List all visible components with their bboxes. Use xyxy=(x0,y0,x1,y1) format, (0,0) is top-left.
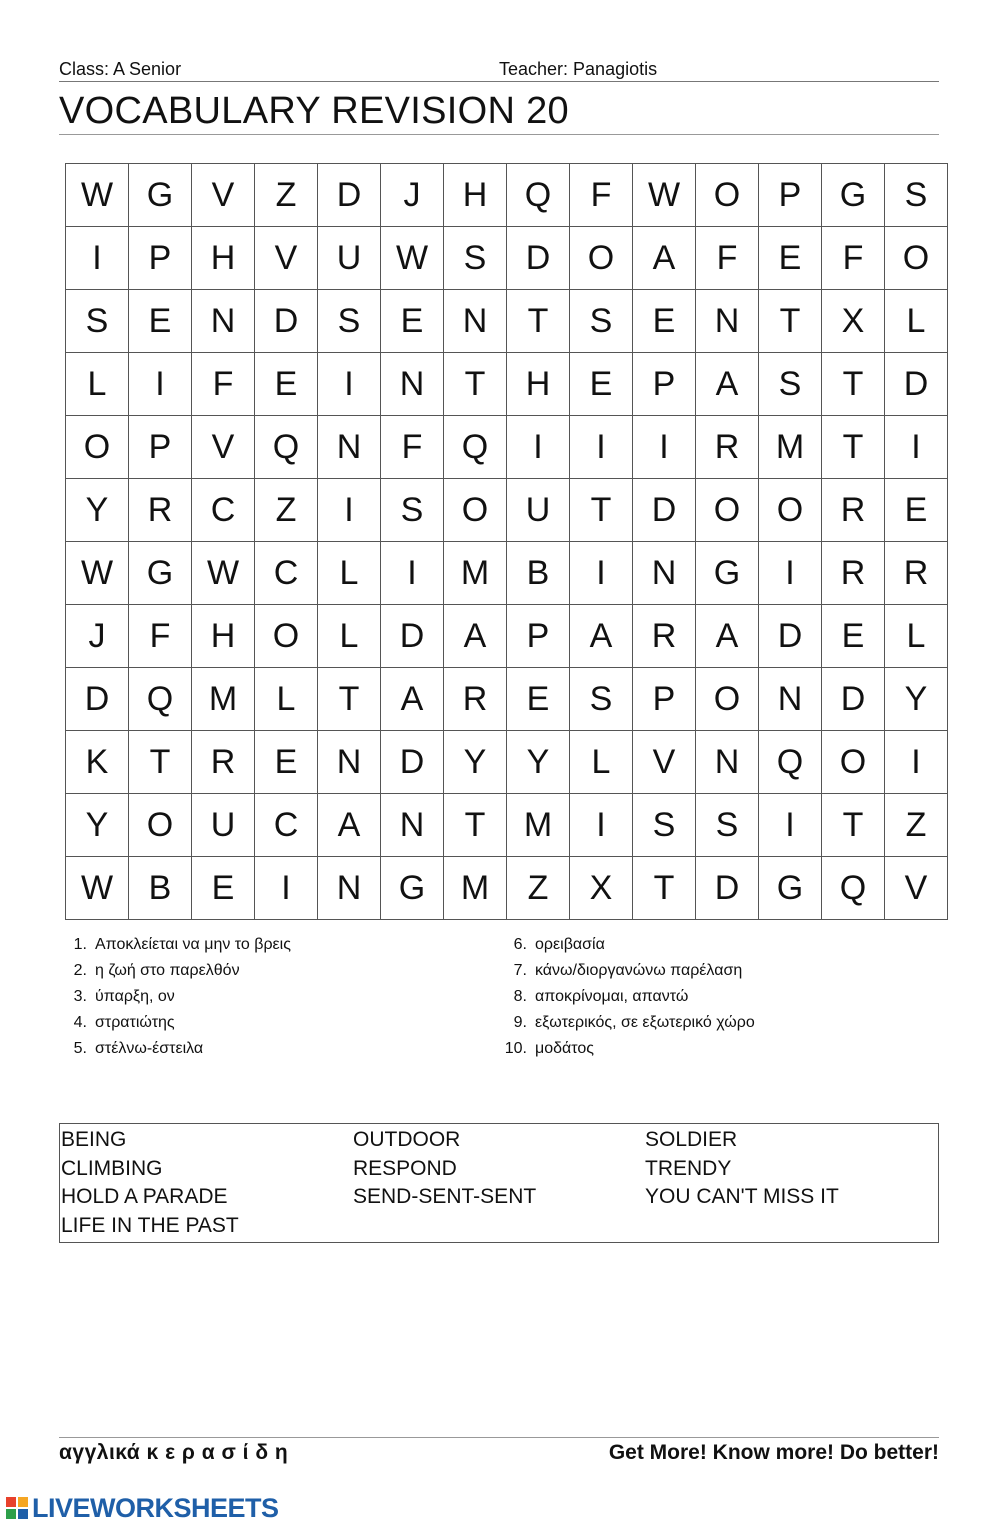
grid-cell[interactable]: F xyxy=(129,605,192,668)
grid-cell[interactable]: I xyxy=(885,731,948,794)
grid-row xyxy=(66,857,948,920)
clue-number: 8. xyxy=(513,988,527,1005)
clue-text: ορειβασία xyxy=(535,936,605,953)
grid-cell[interactable]: E xyxy=(885,479,948,542)
grid-cell[interactable]: Q xyxy=(759,731,822,794)
class-label: Class: A Senior xyxy=(59,59,182,79)
grid-cell[interactable]: I xyxy=(633,416,696,479)
grid-cell[interactable]: N xyxy=(192,290,255,353)
word-bank xyxy=(59,1123,939,1243)
grid-cell[interactable]: L xyxy=(318,542,381,605)
grid-cell[interactable]: O xyxy=(570,227,633,290)
clue-number: 10. xyxy=(504,1040,527,1057)
grid-cell[interactable]: L xyxy=(885,605,948,668)
grid-cell[interactable]: G xyxy=(822,164,885,227)
grid-cell[interactable]: R xyxy=(696,416,759,479)
grid-cell[interactable]: N xyxy=(696,731,759,794)
grid-cell[interactable]: L xyxy=(318,605,381,668)
clue-item xyxy=(499,1010,755,1036)
grid-cell[interactable]: N xyxy=(318,731,381,794)
grid-cell[interactable]: G xyxy=(129,164,192,227)
grid-cell[interactable]: T xyxy=(633,857,696,920)
clue-list-right xyxy=(499,932,755,1062)
clue-text: στέλνω-έστειλα xyxy=(95,1040,204,1057)
grid-cell[interactable]: P xyxy=(129,416,192,479)
grid-cell[interactable]: A xyxy=(318,794,381,857)
footer-slogan: Get More! Know more! Do better! xyxy=(608,1441,939,1464)
grid-cell[interactable]: R xyxy=(885,542,948,605)
grid-cell[interactable]: R xyxy=(192,731,255,794)
grid-cell[interactable]: W xyxy=(66,857,129,920)
grid-cell[interactable]: S xyxy=(570,290,633,353)
grid-cell[interactable]: F xyxy=(822,227,885,290)
grid-cell[interactable]: I xyxy=(570,542,633,605)
word-bank-item: CLIMBING xyxy=(61,1156,163,1180)
grid-cell[interactable]: T xyxy=(129,731,192,794)
grid-cell[interactable]: Y xyxy=(885,668,948,731)
grid-cell[interactable]: S xyxy=(759,353,822,416)
clue-number: 9. xyxy=(513,1014,527,1031)
grid-cell[interactable]: A xyxy=(633,227,696,290)
grid-cell[interactable]: M xyxy=(444,542,507,605)
grid-cell[interactable]: A xyxy=(381,668,444,731)
grid-cell[interactable]: N xyxy=(444,290,507,353)
grid-cell[interactable]: Q xyxy=(507,164,570,227)
grid-cell[interactable]: Y xyxy=(507,731,570,794)
grid-cell[interactable]: L xyxy=(570,731,633,794)
clue-text: μοδάτος xyxy=(535,1040,594,1057)
grid-cell[interactable]: I xyxy=(66,227,129,290)
grid-cell[interactable]: I xyxy=(570,794,633,857)
clue-text: στρατιώτης xyxy=(95,1014,175,1031)
grid-cell[interactable]: O xyxy=(759,479,822,542)
grid-row xyxy=(66,731,948,794)
grid-cell[interactable]: M xyxy=(507,794,570,857)
clue-number: 7. xyxy=(513,962,527,979)
grid-cell[interactable]: G xyxy=(696,542,759,605)
grid-cell[interactable]: S xyxy=(696,794,759,857)
grid-cell[interactable]: V xyxy=(885,857,948,920)
grid-cell[interactable]: O xyxy=(696,164,759,227)
grid-cell[interactable]: M xyxy=(759,416,822,479)
grid-cell[interactable]: F xyxy=(696,227,759,290)
grid-cell[interactable]: Z xyxy=(885,794,948,857)
grid-cell[interactable]: N xyxy=(696,290,759,353)
grid-cell[interactable]: W xyxy=(192,542,255,605)
grid-cell[interactable]: V xyxy=(192,416,255,479)
grid-cell[interactable]: E xyxy=(192,857,255,920)
word-bank-item: RESPOND xyxy=(353,1156,457,1180)
clue-item xyxy=(499,932,755,958)
grid-cell[interactable]: I xyxy=(759,542,822,605)
grid-cell[interactable]: R xyxy=(633,605,696,668)
grid-cell[interactable]: N xyxy=(759,668,822,731)
grid-cell[interactable]: T xyxy=(759,290,822,353)
clue-item xyxy=(59,1036,291,1062)
grid-cell[interactable]: S xyxy=(570,668,633,731)
grid-cell[interactable]: E xyxy=(822,605,885,668)
grid-cell[interactable]: Y xyxy=(66,479,129,542)
word-bank-item: OUTDOOR xyxy=(353,1128,461,1151)
grid-cell[interactable]: W xyxy=(381,227,444,290)
grid-cell[interactable]: K xyxy=(66,731,129,794)
clue-number: 3. xyxy=(73,988,87,1005)
word-bank-item: SEND-SENT-SENT xyxy=(353,1185,537,1208)
grid-cell[interactable]: T xyxy=(570,479,633,542)
grid-cell[interactable]: P xyxy=(129,227,192,290)
grid-row xyxy=(66,290,948,353)
grid-cell[interactable]: C xyxy=(255,542,318,605)
grid-cell[interactable]: D xyxy=(822,668,885,731)
grid-cell[interactable]: C xyxy=(255,794,318,857)
clue-text: Αποκλείεται να μην το βρεις xyxy=(95,936,291,953)
grid-cell[interactable]: A xyxy=(570,605,633,668)
grid-cell[interactable]: W xyxy=(66,164,129,227)
grid-cell[interactable]: N xyxy=(381,794,444,857)
clue-number: 1. xyxy=(73,936,87,953)
grid-cell[interactable]: Z xyxy=(507,857,570,920)
word-bank-item: LIFE IN THE PAST xyxy=(61,1213,239,1237)
word-bank-column-3 xyxy=(645,1126,839,1212)
grid-cell[interactable]: V xyxy=(255,227,318,290)
grid-cell[interactable]: P xyxy=(507,605,570,668)
grid-cell[interactable]: R xyxy=(822,479,885,542)
grid-cell[interactable]: O xyxy=(255,605,318,668)
grid-cell[interactable]: F xyxy=(570,164,633,227)
grid-cell[interactable]: A xyxy=(444,605,507,668)
grid-cell[interactable]: I xyxy=(318,353,381,416)
grid-cell[interactable]: M xyxy=(192,668,255,731)
clue-item xyxy=(499,958,755,984)
teacher-label: Teacher: Panagiotis xyxy=(499,59,658,79)
grid-cell[interactable]: R xyxy=(822,542,885,605)
grid-cell[interactable]: Q xyxy=(255,416,318,479)
grid-cell[interactable]: O xyxy=(822,731,885,794)
grid-cell[interactable]: S xyxy=(444,227,507,290)
grid-cell[interactable]: L xyxy=(255,668,318,731)
clue-text: ύπαρξη, ον xyxy=(95,988,175,1005)
grid-cell[interactable]: D xyxy=(66,668,129,731)
grid-cell[interactable]: X xyxy=(570,857,633,920)
grid-cell[interactable]: O xyxy=(885,227,948,290)
word-bank-item: BEING xyxy=(61,1128,127,1151)
grid-cell[interactable]: E xyxy=(507,668,570,731)
grid-row xyxy=(66,164,948,227)
grid-cell[interactable]: B xyxy=(507,542,570,605)
grid-cell[interactable]: I xyxy=(885,416,948,479)
grid-cell[interactable]: M xyxy=(444,857,507,920)
grid-cell[interactable]: L xyxy=(66,353,129,416)
grid-cell[interactable]: N xyxy=(318,416,381,479)
clue-item xyxy=(59,1010,291,1036)
grid-cell[interactable]: S xyxy=(885,164,948,227)
liveworksheets-logo-text: LIVEWORKSHEETS xyxy=(32,1492,279,1523)
grid-cell[interactable]: E xyxy=(255,731,318,794)
word-bank-item: HOLD A PARADE xyxy=(61,1185,228,1208)
grid-row xyxy=(66,227,948,290)
grid-cell[interactable]: D xyxy=(633,479,696,542)
grid-row xyxy=(66,416,948,479)
grid-cell[interactable]: A xyxy=(696,605,759,668)
grid-cell[interactable]: I xyxy=(381,542,444,605)
grid-cell[interactable]: P xyxy=(633,668,696,731)
grid-cell[interactable]: D xyxy=(381,731,444,794)
grid-cell[interactable]: T xyxy=(318,668,381,731)
grid-cell[interactable]: E xyxy=(759,227,822,290)
grid-row xyxy=(66,353,948,416)
grid-cell[interactable]: Q xyxy=(444,416,507,479)
grid-cell[interactable]: I xyxy=(318,479,381,542)
grid-cell[interactable]: G xyxy=(759,857,822,920)
grid-cell[interactable]: H xyxy=(507,353,570,416)
grid-cell[interactable]: H xyxy=(192,605,255,668)
grid-cell[interactable]: E xyxy=(129,290,192,353)
grid-cell[interactable]: S xyxy=(381,479,444,542)
grid-cell[interactable]: T xyxy=(822,794,885,857)
grid-cell[interactable]: F xyxy=(192,353,255,416)
grid-cell[interactable]: D xyxy=(759,605,822,668)
grid-cell[interactable]: Q xyxy=(822,857,885,920)
grid-row xyxy=(66,668,948,731)
grid-cell[interactable]: Z xyxy=(255,164,318,227)
grid-cell[interactable]: R xyxy=(444,668,507,731)
grid-cell[interactable]: Y xyxy=(444,731,507,794)
word-search-grid xyxy=(65,163,948,920)
grid-cell[interactable]: J xyxy=(66,605,129,668)
word-bank-column-1 xyxy=(61,1126,239,1240)
grid-cell[interactable]: D xyxy=(696,857,759,920)
grid-cell[interactable]: O xyxy=(66,416,129,479)
clue-list-left xyxy=(59,932,291,1062)
grid-cell[interactable]: H xyxy=(444,164,507,227)
grid-cell[interactable]: N xyxy=(318,857,381,920)
grid-cell[interactable]: D xyxy=(255,290,318,353)
grid-cell[interactable]: V xyxy=(633,731,696,794)
grid-cell[interactable]: S xyxy=(318,290,381,353)
grid-cell[interactable]: D xyxy=(381,605,444,668)
clue-number: 4. xyxy=(73,1014,87,1031)
clue-number: 2. xyxy=(73,962,87,979)
grid-cell[interactable]: U xyxy=(318,227,381,290)
grid-row xyxy=(66,479,948,542)
clue-item xyxy=(59,984,291,1010)
grid-cell[interactable]: V xyxy=(192,164,255,227)
grid-cell[interactable]: Z xyxy=(255,479,318,542)
grid-cell[interactable]: D xyxy=(885,353,948,416)
grid-cell[interactable]: P xyxy=(759,164,822,227)
grid-cell[interactable]: N xyxy=(381,353,444,416)
grid-row xyxy=(66,794,948,857)
clue-item xyxy=(59,958,291,984)
word-bank-item: YOU CAN'T MISS IT xyxy=(645,1185,839,1208)
word-bank-item: TRENDY xyxy=(645,1156,732,1180)
grid-cell[interactable]: S xyxy=(66,290,129,353)
liveworksheets-logo-icon xyxy=(6,1497,28,1519)
grid-cell[interactable]: O xyxy=(696,479,759,542)
grid-cell[interactable]: S xyxy=(633,794,696,857)
grid-cell[interactable]: P xyxy=(633,353,696,416)
grid-cell[interactable]: D xyxy=(318,164,381,227)
clue-item xyxy=(59,932,291,958)
grid-cell[interactable]: T xyxy=(822,416,885,479)
grid-row xyxy=(66,605,948,668)
grid-cell[interactable]: C xyxy=(192,479,255,542)
grid-cell[interactable]: N xyxy=(633,542,696,605)
grid-cell[interactable]: U xyxy=(507,479,570,542)
grid-cell[interactable]: T xyxy=(444,794,507,857)
grid-cell[interactable]: Y xyxy=(66,794,129,857)
clue-item xyxy=(499,984,755,1010)
grid-cell[interactable]: R xyxy=(129,479,192,542)
page-title: VOCABULARY REVISION 20 xyxy=(59,88,939,135)
grid-cell[interactable]: T xyxy=(822,353,885,416)
grid-cell[interactable]: I xyxy=(570,416,633,479)
grid-cell[interactable]: D xyxy=(507,227,570,290)
grid-cell[interactable]: E xyxy=(633,290,696,353)
grid-cell[interactable]: A xyxy=(696,353,759,416)
grid-row xyxy=(66,542,948,605)
footer-divider xyxy=(59,1437,939,1438)
header-row xyxy=(59,59,939,82)
footer-author: αγγλικά κ ε ρ α σ ί δ η xyxy=(59,1441,289,1464)
grid-cell[interactable]: I xyxy=(759,794,822,857)
grid-cell[interactable]: G xyxy=(381,857,444,920)
clue-text: αποκρίνομαι, απαντώ xyxy=(535,988,689,1005)
liveworksheets-logo[interactable] xyxy=(6,1493,279,1523)
grid-cell[interactable]: O xyxy=(444,479,507,542)
clue-text: εξωτερικός, σε εξωτερικό χώρο xyxy=(535,1014,755,1031)
grid-cell[interactable]: J xyxy=(381,164,444,227)
grid-cell[interactable]: E xyxy=(255,353,318,416)
grid-cell[interactable]: W xyxy=(66,542,129,605)
grid-cell[interactable]: I xyxy=(129,353,192,416)
word-bank-column-2 xyxy=(353,1126,536,1212)
grid-cell[interactable]: Q xyxy=(129,668,192,731)
grid-cell[interactable]: I xyxy=(507,416,570,479)
grid-cell[interactable]: H xyxy=(192,227,255,290)
clue-text: η ζωή στο παρελθόν xyxy=(95,962,240,979)
grid-cell[interactable]: I xyxy=(255,857,318,920)
clue-number: 6. xyxy=(513,936,527,953)
grid-cell[interactable]: E xyxy=(570,353,633,416)
grid-cell[interactable]: X xyxy=(822,290,885,353)
grid-cell[interactable]: B xyxy=(129,857,192,920)
grid-cell[interactable]: U xyxy=(192,794,255,857)
grid-cell[interactable]: L xyxy=(885,290,948,353)
grid-cell[interactable]: T xyxy=(444,353,507,416)
word-bank-item: SOLDIER xyxy=(645,1128,738,1151)
grid-cell[interactable]: W xyxy=(633,164,696,227)
grid-cell[interactable]: F xyxy=(381,416,444,479)
clue-item xyxy=(499,1036,755,1062)
grid-cell[interactable]: O xyxy=(129,794,192,857)
grid-cell[interactable]: T xyxy=(507,290,570,353)
clue-number: 5. xyxy=(73,1040,87,1057)
grid-cell[interactable]: E xyxy=(381,290,444,353)
grid-cell[interactable]: O xyxy=(696,668,759,731)
clue-text: κάνω/διοργανώνω παρέλαση xyxy=(535,962,743,979)
grid-cell[interactable]: G xyxy=(129,542,192,605)
